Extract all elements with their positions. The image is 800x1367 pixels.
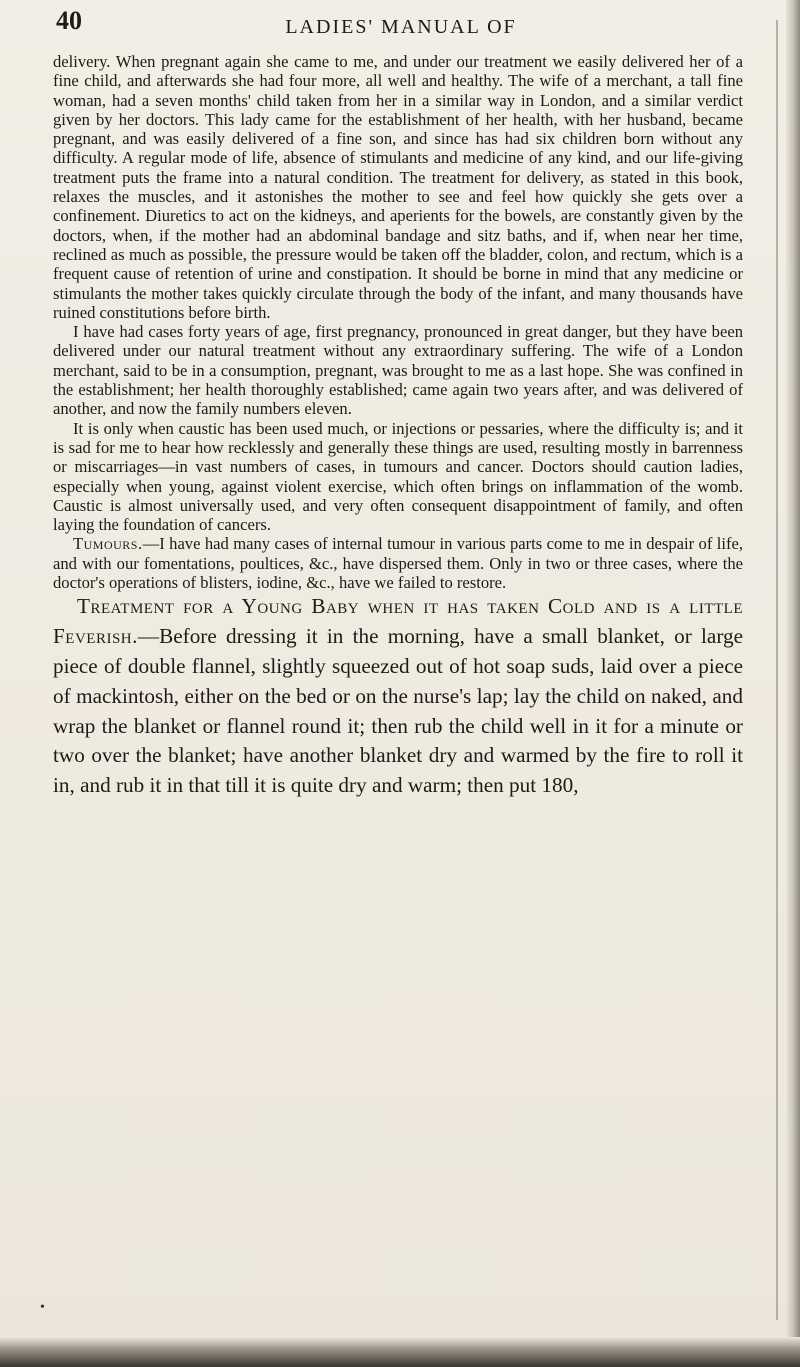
page-header xyxy=(56,6,746,46)
page-right-edge xyxy=(786,0,800,1367)
paragraph-delivery: delivery. When pregnant again she came to me, and under our treatment we easily delivered her of a fine child, and afterwards she had four more, all well and healthy. The wife of a merchant, a tall fine woman, had a seven months' child taken from her in a similar way in London, and a similar verdict given by her doctors. This lady came for the establishment of her health, with her husband, became pregnant, and was easily delivered of a fine son, and since has had six children born without any difficulty. A regular mode of life, absence of stimulants and medicine of any kind, and our life-giving treatment puts the frame into a natural condition. The treatment for delivery, as stated in this book, relaxes the muscles, and it astonishes the mother to see and feel how quickly she gets over a confinement. Diuretics to act on the kidneys, and aperients for the bowels, are constantly given by the doctors, when, if the mother had an abdominal bandage and sitz baths, and if, when near her time, reclined as much as possible, the pressure would be taken off the bladder, colon, and rectum, which is a frequent cause of retention of urine and constipation. It should be borne in mind that any medicine or stimulants the mother takes quickly circulate through the body of the infant, and many thousands have ruined constitutions before birth. xyxy=(53,52,743,322)
baby-treatment-heading: Treatment for a Young Baby when it has taken Cold and is a little Feverish. xyxy=(53,594,743,649)
page-number: 40 xyxy=(56,6,82,35)
page-text xyxy=(53,52,743,801)
binding-shadow-line xyxy=(776,20,778,1320)
baby-treatment-text: —Before dressing it in the morning, have a small blanket, or large piece of double flannel, slightly squeezed out of hot soap suds, laid over a piece of mackintosh, either on the bed or on the nurse's lap; lay the child on naked, and wrap the blanket or flannel round it; then rub the child well in it for a minute or two over the blanket; have another blanket dry and warmed by the fire to roll it in, and rub it in that till it is quite dry and warm; then put 180, xyxy=(53,624,743,798)
tumours-heading: Tumours. xyxy=(73,534,143,554)
running-head: LADIES' MANUAL OF xyxy=(285,16,517,38)
paragraph-cases: I have had cases forty years of age, first pregnancy, pronounced in great danger, but they have been delivered under our natural treatment without any extraordinary suffering. The wife of a London merchant, said to be in a consumption, pregnant, was brought to me as a last hope. She was confined in the establishment; her health thoroughly established; came again two years after, and was delivered of another, and now the family numbers eleven. xyxy=(53,322,743,419)
page-bottom-edge xyxy=(0,1337,800,1367)
paragraph-tumours xyxy=(53,534,743,592)
paragraph-baby-treatment xyxy=(53,592,743,801)
paragraph-caustic: It is only when caustic has been used much, or injections or pessaries, where the difficulty is; and it is sad for me to hear how recklessly and generally these things are used, resulting mostly in barrenness or miscarriages—in vast numbers of cases, in tumours and cancer. Doctors should caution ladies, especially when young, against violent exercise, which often brings on inflammation of the womb. Caustic is almost universally used, and very often consequent disappointment of family, and often laying the foundation of cancers. xyxy=(53,418,743,535)
margin-mark: • xyxy=(40,1300,45,1315)
tumours-text: —I have had many cases of internal tumour in various parts come to me in despair of life, and with our fomentations, poultices, &c., have dispersed them. Only in two or three cases, where the doctor's operations of blisters, iodine, &c., have we failed to restore. xyxy=(53,534,743,593)
